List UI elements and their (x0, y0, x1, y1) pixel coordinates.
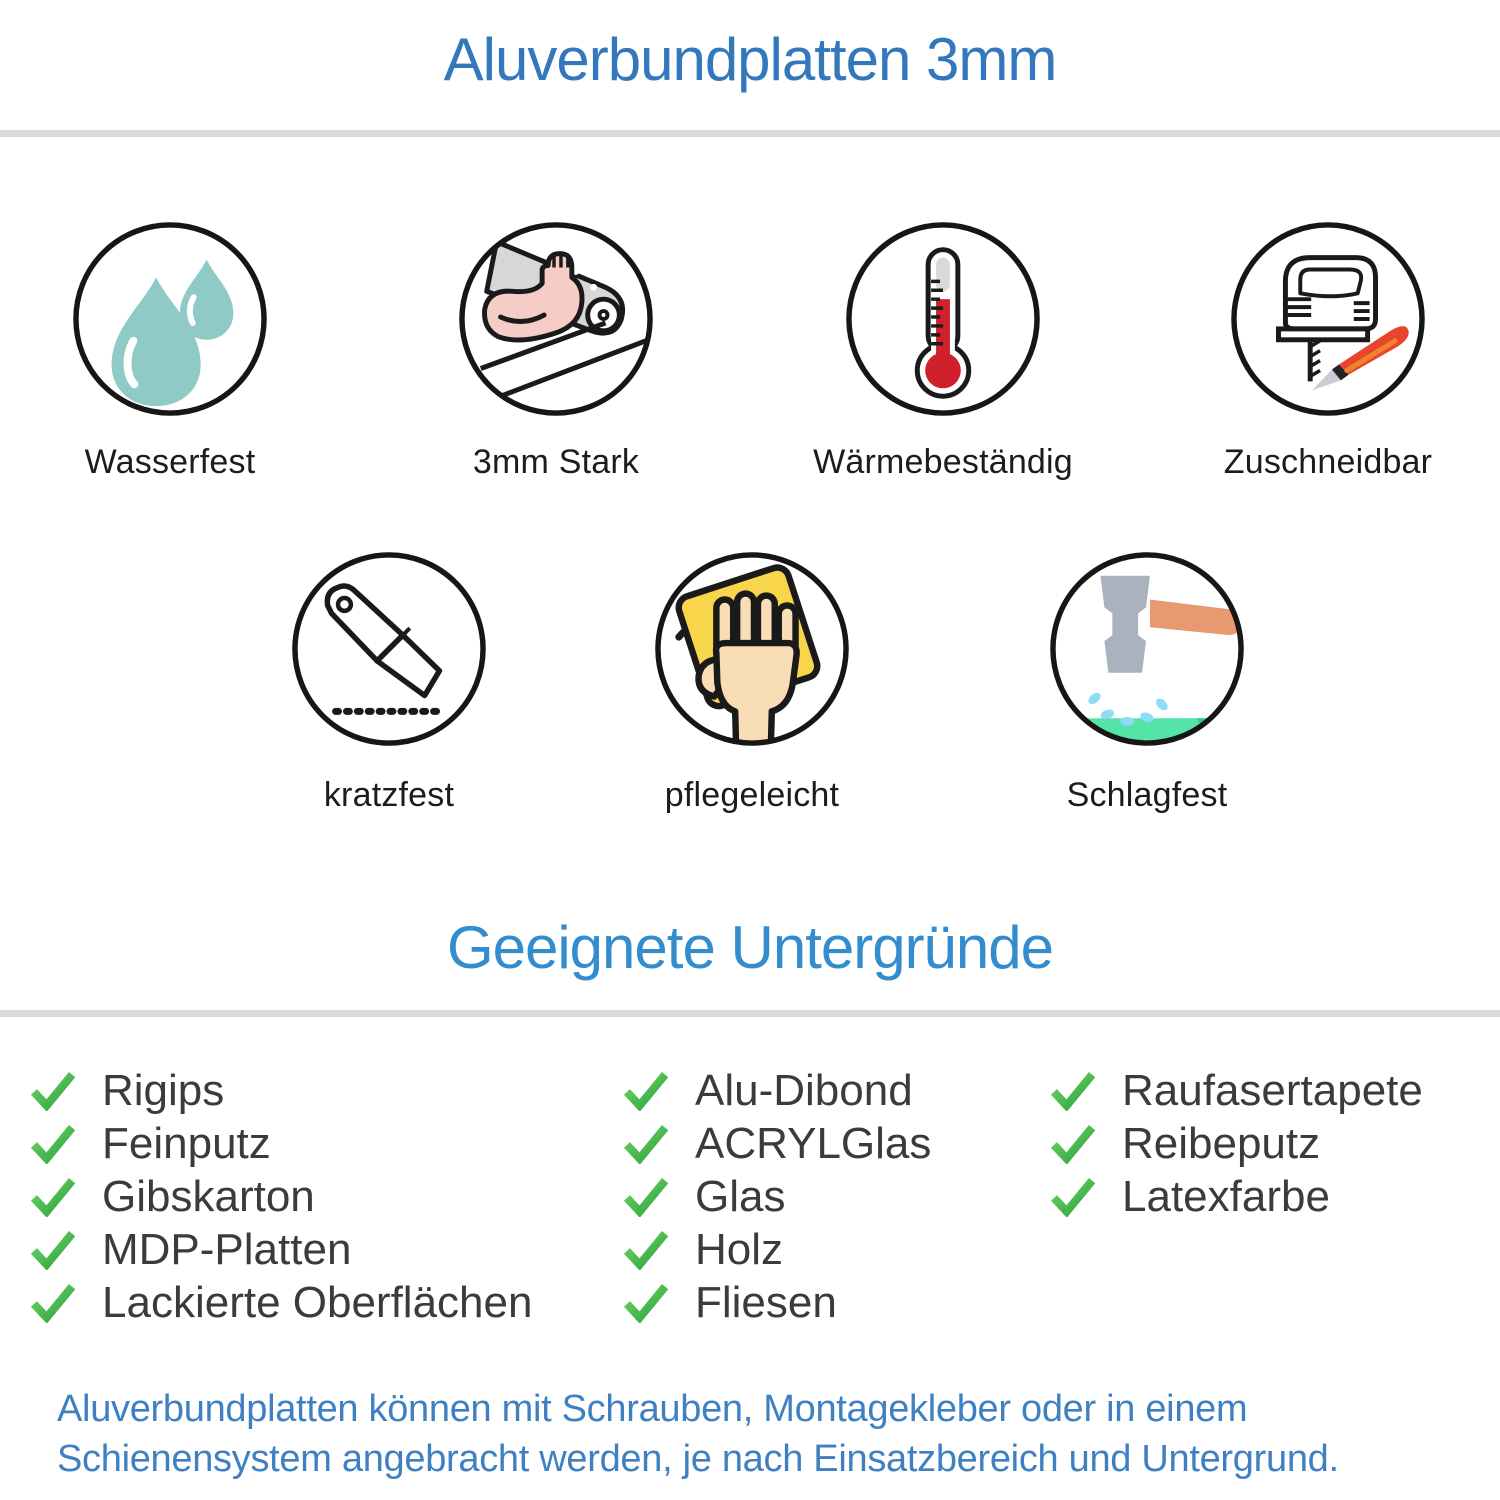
list-item (623, 1223, 931, 1276)
list-item (30, 1064, 532, 1117)
list-item-label: Holz (695, 1224, 784, 1274)
feature-label: Zuschneidbar (1223, 443, 1433, 481)
list-item (623, 1170, 931, 1223)
check-icon (30, 1071, 76, 1111)
check-icon (623, 1230, 669, 1270)
substrates-column-3 (1050, 1064, 1423, 1223)
list-item (623, 1276, 931, 1329)
check-icon (30, 1230, 76, 1270)
list-item-label: Glas (695, 1171, 786, 1221)
mounting-note-line-1: Aluverbundplatten können mit Schrauben, Montagekleber oder in einem (57, 1388, 1248, 1430)
list-item-label: Feinputz (102, 1118, 271, 1168)
hand-with-cloth-icon (653, 550, 851, 748)
feature-zuschneidbar (1158, 220, 1498, 482)
check-icon (623, 1071, 669, 1111)
jigsaw-and-knife-icon (1229, 220, 1427, 418)
list-item (623, 1117, 931, 1170)
feature-label: 3mm Stark (472, 443, 640, 481)
feature-pflegeleicht (582, 550, 922, 815)
feature-waermebestaendig (773, 220, 1113, 482)
hammer-on-surface-icon (1048, 550, 1246, 748)
check-icon (623, 1124, 669, 1164)
feature-schlagfest (977, 550, 1317, 815)
feature-label: Wasserfest (84, 443, 256, 481)
water-drops-icon (71, 220, 269, 418)
divider-top (0, 130, 1500, 137)
list-item (30, 1276, 532, 1329)
list-item (30, 1223, 532, 1276)
mounting-note (57, 1384, 1339, 1484)
flexed-arm-panel-icon (457, 220, 655, 418)
check-icon (1050, 1071, 1096, 1111)
list-item (30, 1117, 532, 1170)
check-icon (30, 1124, 76, 1164)
list-item (623, 1064, 931, 1117)
substrates-column-2 (623, 1064, 931, 1329)
list-item (1050, 1170, 1423, 1223)
list-item (1050, 1117, 1423, 1170)
feature-label: kratzfest (323, 776, 455, 814)
substrates-column-1 (30, 1064, 532, 1329)
check-icon (623, 1177, 669, 1217)
check-icon (1050, 1124, 1096, 1164)
substrates-title: Geeignete Untergründe (446, 914, 1054, 981)
utility-knife-icon (290, 550, 488, 748)
list-item-label: Rigips (102, 1065, 225, 1115)
feature-label: pflegeleicht (664, 776, 840, 814)
check-icon (623, 1283, 669, 1323)
list-item-label: Alu-Dibond (695, 1065, 913, 1115)
list-item-label: MDP-Platten (102, 1224, 352, 1274)
check-icon (1050, 1177, 1096, 1217)
feature-3mm-stark (386, 220, 726, 482)
check-icon (30, 1177, 76, 1217)
feature-kratzfest (219, 550, 559, 815)
feature-label: Wärmebeständig (813, 443, 1073, 481)
list-item-label: Raufasertapete (1122, 1065, 1423, 1115)
list-item-label: Lackierte Oberflächen (102, 1277, 533, 1327)
divider-substrates (0, 1010, 1500, 1017)
list-item (1050, 1064, 1423, 1117)
check-icon (30, 1283, 76, 1323)
mounting-note-line-2: Schienensystem angebracht werden, je nach Einsatzbereich und Untergrund. (57, 1438, 1339, 1480)
list-item-label: ACRYLGlas (695, 1118, 932, 1168)
list-item-label: Latexfarbe (1122, 1171, 1330, 1221)
page-title: Aluverbundplatten 3mm (443, 26, 1057, 93)
feature-wasserfest (0, 220, 340, 482)
list-item-label: Fliesen (695, 1277, 837, 1327)
thermometer-icon (844, 220, 1042, 418)
list-item-label: Gibskarton (102, 1171, 315, 1221)
list-item (30, 1170, 532, 1223)
feature-label: Schlagfest (1066, 776, 1228, 814)
list-item-label: Reibeputz (1122, 1118, 1321, 1168)
